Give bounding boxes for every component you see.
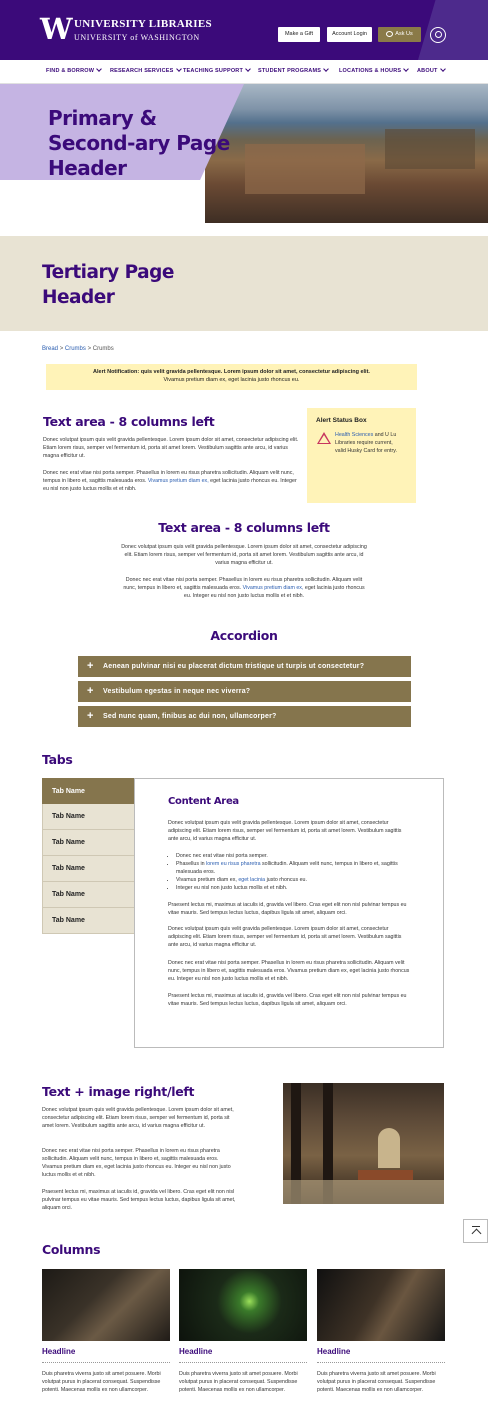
text-image-p3: Praesent lectus mi, maximus at iaculis id, gravida vel libero. Cras eget elit non nisl pulvinar tempus eu vitae mauris. Sed tempus lectus luctus, dapibus ligula sit amet, aliquam orci. bbox=[42, 1189, 236, 1211]
breadcrumb-link[interactable]: Crumbs bbox=[64, 346, 86, 352]
inline-link[interactable]: Vivamus pretium diam ex, bbox=[147, 478, 209, 484]
text-area-left-p2: Donec nec erat vitae nisi porta semper. Phasellus in lorem eu risus pharetra sollicitudin. Aliquam velit nunc, tempus in libero et, sagittis malesuada eros. Vivamus pretium diam ex, eget lacinia justo rhoncus eu. Integer eu nisl non justo luctus mollis et et nibh. bbox=[43, 470, 297, 492]
column-headline[interactable]: Headline bbox=[317, 1347, 351, 1356]
breadcrumb-link[interactable]: Bread bbox=[42, 346, 59, 352]
tab-content-p5: Praesent lectus mi, maximus at iaculis id, gravida vel libero. Cras eget elit non nisl pulvinar tempus eu vitae mauris. Sed tempus lectus luctus, dapibus ligula sit amet, aliquam orci. bbox=[168, 993, 407, 1007]
tab-content-list bbox=[176, 852, 410, 892]
logo-title[interactable]: UNIVERSITY LIBRARIES bbox=[74, 18, 212, 30]
accordion-item[interactable]: + Aenean pulvinar nisi eu placerat dictum tristique ut turpis ut consectetur? bbox=[78, 656, 411, 677]
text-image-title: Text + image right/left bbox=[42, 1084, 195, 1099]
list-item: • Vivamus pretium diam ex, eget lacinia justo rhoncus eu. bbox=[176, 876, 410, 884]
inline-link[interactable]: lorem eu risus pharetra bbox=[206, 861, 261, 867]
chat-bubble-icon bbox=[386, 31, 393, 37]
status-box-title: Alert Status Box bbox=[316, 417, 367, 424]
accordion-title: Accordion bbox=[210, 628, 278, 643]
library-hall-image bbox=[283, 1083, 444, 1204]
text-area-center-p1: Donec volutpat ipsum quis velit gravida pellentesque. Lorem ipsum dolor sit amet, consectetur adipiscing elit. Etiam lorem risus, semper vel fermentum id, porta sit amet lorem. Vestibulum sagittis ante arcu, id varius magna efficitur ut. bbox=[121, 544, 367, 566]
alert-text: Vivamus pretium diam ex, eget lacinia justo rhoncus eu. bbox=[163, 377, 300, 383]
nav-item-teaching-support[interactable]: TEACHING SUPPORT bbox=[183, 67, 250, 74]
chevron-down-icon bbox=[323, 66, 329, 72]
accordion-item[interactable]: + Sed nunc quam, finibus ac dui non, ullamcorper? bbox=[78, 706, 411, 727]
logo-subtitle[interactable]: UNIVERSITY of WASHINGTON bbox=[74, 33, 200, 42]
chevron-down-icon bbox=[96, 66, 102, 72]
hero-banner bbox=[0, 84, 488, 223]
breadcrumb-separator: > bbox=[87, 346, 92, 352]
column-image bbox=[317, 1269, 445, 1341]
tab-content-p4: Donec nec erat vitae nisi porta semper. Phasellus in lorem eu risus pharetra sollicitudin. Aliquam velit nunc, tempus in libero et, sagittis malesuada eros. Vivamus pretium diam ex, eget lacinia justo rhoncus eu. Integer eu nisl non justo luctus mollis et et nibh. bbox=[168, 960, 410, 982]
search-icon[interactable] bbox=[430, 27, 446, 43]
text-image-p2: Donec nec erat vitae nisi porta semper. Phasellus in lorem eu risus pharetra sollicitudin. Aliquam velit nunc, tempus in libero et, sagittis malesuada eros. Vivamus pretium diam ex, eget lacinia justo rhoncus eu. Integer eu nisl non justo luctus mollis et et nibh. bbox=[42, 1148, 231, 1178]
column-text: Duis pharetra viverra justo sit amet posuere. Morbi volutpat purus in placerat consequat. Suspendisse potenti. Maecenas mollis ex non ullamcorper. bbox=[317, 1371, 436, 1393]
chevron-down-icon bbox=[176, 66, 182, 72]
accordion-item[interactable]: + Vestibulum egestas in neque nec viverra? bbox=[78, 681, 411, 702]
tab-item[interactable]: Tab Name bbox=[42, 856, 135, 882]
site-header bbox=[0, 0, 488, 60]
column-text: Duis pharetra viverra justo sit amet posuere. Morbi volutpat purus in placerat consequat. Suspendisse potenti. Maecenas mollis ex non ullamcorper. bbox=[179, 1371, 298, 1393]
nav-item-student-programs[interactable]: STUDENT PROGRAMS bbox=[258, 67, 328, 74]
column-headline[interactable]: Headline bbox=[42, 1347, 76, 1356]
alert-heading: Alert Notification: quis velit gravida pellentesque. Lorem ipsum dolor sit amet, consectetur adipiscing elit. bbox=[93, 369, 370, 375]
tabs-title: Tabs bbox=[42, 752, 73, 767]
text-area-center-title: Text area - 8 columns left bbox=[158, 520, 330, 535]
ask-us-button[interactable] bbox=[378, 27, 421, 42]
alert-status-box bbox=[307, 408, 416, 503]
health-sciences-link[interactable]: Health Sciences bbox=[335, 432, 374, 438]
chevron-down-icon bbox=[245, 66, 251, 72]
text-area-center-p2: Donec nec erat vitae nisi porta semper. Phasellus in lorem eu risus pharetra sollicitudin. Aliquam velit nunc, tempus in libero et, sagittis malesuada eros. Vivamus pretium diam ex, eget lacinia justo rhoncus eu. Integer eu nisl non justo luctus mollis et et nibh. bbox=[123, 577, 365, 599]
text-area-left-title: Text area - 8 columns left bbox=[43, 414, 215, 429]
tab-item[interactable]: Tab Name bbox=[42, 882, 135, 908]
column-image bbox=[179, 1269, 307, 1341]
tertiary-header bbox=[0, 236, 488, 331]
plus-icon: + bbox=[87, 660, 94, 672]
content-area-title: Content Area bbox=[168, 796, 239, 807]
account-login-button[interactable]: Account Login bbox=[327, 27, 372, 42]
alert-notification bbox=[46, 364, 417, 390]
divider bbox=[317, 1362, 445, 1363]
page-title: Primary & Second-ary Page Header bbox=[48, 106, 230, 180]
tab-list bbox=[42, 778, 135, 934]
ask-us-label: Ask Us bbox=[395, 31, 413, 37]
tab-content-panel bbox=[134, 778, 444, 1048]
tab-content-p3: Donec volutpat ipsum quis velit gravida pellentesque. Lorem ipsum dolor sit amet, consectetur adipiscing elit. Etiam lorem risus, semper vel fermentum id, porta sit amet lorem. Vestibulum sagittis ante arcu, id varius magna efficitur ut. bbox=[168, 926, 402, 948]
text-area-left-p1: Donec volutpat ipsum quis velit gravida pellentesque. Lorem ipsum dolor sit amet, consectetur adipiscing elit. Etiam lorem risus, semper vel fermentum id, porta sit amet lorem. Vestibulum sagittis ante arcu, id varius magna efficitur ut. bbox=[43, 437, 299, 459]
divider bbox=[179, 1362, 307, 1363]
main-nav bbox=[0, 60, 488, 84]
tab-item[interactable]: Tab Name bbox=[42, 908, 135, 934]
tab-item[interactable]: Tab Name bbox=[42, 804, 135, 830]
nav-item-about[interactable]: ABOUT bbox=[417, 67, 445, 74]
columns-title: Columns bbox=[42, 1242, 101, 1257]
plus-icon: + bbox=[87, 710, 94, 722]
uw-logo-icon[interactable]: W bbox=[40, 12, 73, 46]
plus-icon: + bbox=[87, 685, 94, 697]
campus-aerial-image bbox=[205, 84, 488, 223]
tertiary-title: Tertiary Page Header bbox=[42, 262, 174, 308]
column-text: Duis pharetra viverra justo sit amet posuere. Morbi volutpat purus in placerat consequat. Suspendisse potenti. Maecenas mollis ex non ullamcorper. bbox=[42, 1371, 161, 1393]
text-image-p1: Donec volutpat ipsum quis velit gravida pellentesque. Lorem ipsum dolor sit amet, consectetur adipiscing elit. Etiam lorem risus, semper vel fermentum id, porta sit amet lorem. Vestibulum sagittis ante arcu, id varius magna efficitur ut. bbox=[42, 1107, 234, 1129]
tab-item[interactable]: Tab Name bbox=[42, 778, 135, 804]
header-accent-shape bbox=[418, 0, 488, 60]
tab-item[interactable]: Tab Name bbox=[42, 830, 135, 856]
chevron-down-icon bbox=[403, 66, 409, 72]
warning-icon bbox=[317, 432, 331, 444]
status-box-text: Health Sciences and U Lu Libraries require current, valid Husky Card for entry. bbox=[335, 432, 398, 454]
breadcrumb bbox=[42, 346, 114, 352]
nav-item-research-services[interactable]: RESEARCH SERVICES bbox=[110, 67, 181, 74]
column-image bbox=[42, 1269, 170, 1341]
inline-link[interactable]: eget lacinia bbox=[238, 877, 266, 883]
nav-item-locations-hours[interactable]: LOCATIONS & HOURS bbox=[339, 67, 408, 74]
back-to-top-icon[interactable] bbox=[463, 1219, 488, 1243]
breadcrumb-separator: > bbox=[59, 346, 64, 352]
divider bbox=[42, 1362, 170, 1363]
list-item: • Donec nec erat vitae nisi porta semper. bbox=[176, 852, 410, 860]
make-a-gift-button[interactable]: Make a Gift bbox=[278, 27, 320, 42]
chevron-down-icon bbox=[440, 66, 446, 72]
column-headline[interactable]: Headline bbox=[179, 1347, 213, 1356]
list-item: • Phasellus in lorem eu risus pharetra sollicitudin. Aliquam velit nunc, tempus in libero et, sagittis malesuada eros. bbox=[176, 860, 410, 876]
breadcrumb-current: Crumbs bbox=[92, 346, 114, 352]
nav-item-find-borrow[interactable]: FIND & BORROW bbox=[46, 67, 101, 74]
list-item: • Integer eu nisl non justo luctus mollis et et nibh. bbox=[176, 884, 410, 892]
inline-link[interactable]: Vivamus pretium diam ex, bbox=[242, 585, 304, 591]
tab-content-p2: Praesent lectus mi, maximus at iaculis id, gravida vel libero. Cras eget elit non nisl pulvinar tempus eu vitae mauris. Sed tempus lectus luctus, dapibus ligula sit amet, aliquam orci. bbox=[168, 902, 407, 916]
tab-content-p1: Donec volutpat ipsum quis velit gravida pellentesque. Lorem ipsum dolor sit amet, consectetur adipiscing elit. Etiam lorem risus, semper vel fermentum id, porta sit amet lorem. Vestibulum sagittis ante arcu, id varius magna efficitur ut. bbox=[168, 820, 402, 842]
